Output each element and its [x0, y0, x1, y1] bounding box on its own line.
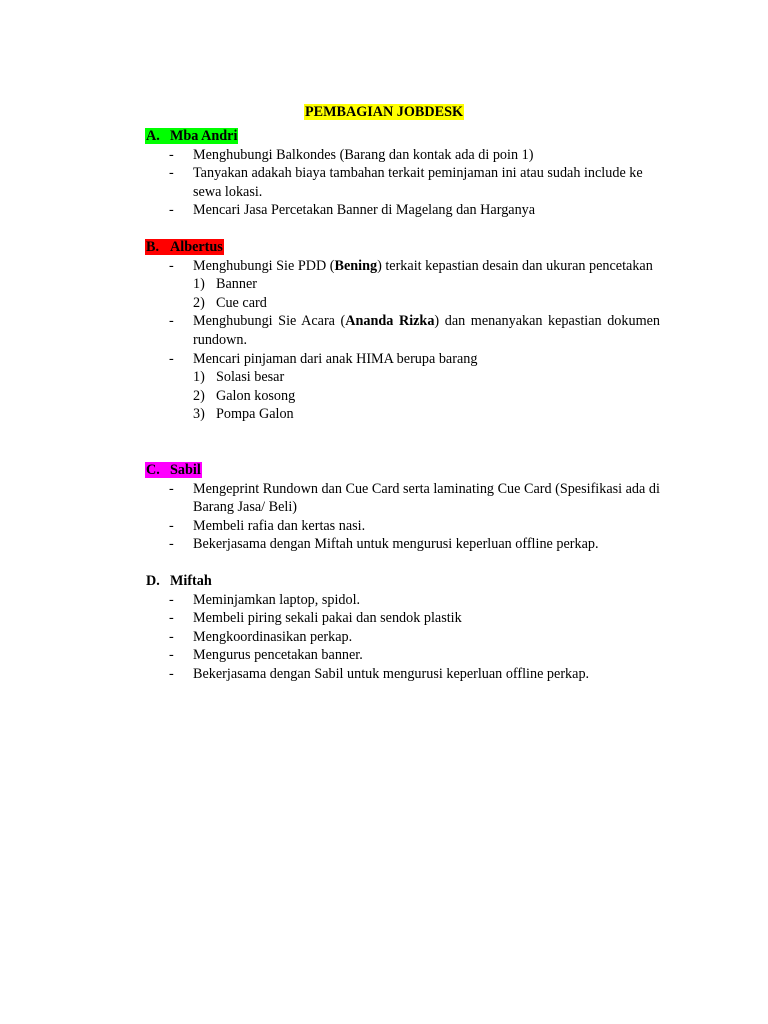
- section-b-name: Albertus: [170, 239, 223, 255]
- numbered-item: 1) Banner: [193, 276, 257, 293]
- section-b: [145, 238, 660, 424]
- list-item: - Tanyakan adakah biaya tambahan terkait peminjaman ini atau sudah include ke sewa lokasi.: [169, 165, 643, 200]
- section-b-heading: [145, 238, 660, 257]
- numbered-item: 2) Galon kosong: [193, 387, 296, 404]
- section-a-heading: [145, 127, 660, 146]
- section-d-heading: [145, 572, 660, 591]
- section-c-name: Sabil: [170, 462, 201, 478]
- section-d: [145, 572, 660, 684]
- section-c-letter: C.: [146, 462, 160, 478]
- list-item: - Bekerjasama dengan Miftah untuk mengurusi keperluan offline perkap.: [169, 536, 599, 553]
- section-d-name: Miftah: [170, 573, 212, 589]
- list-item: - Mengurus pencetakan banner.: [169, 647, 363, 664]
- list-item: - Membeli piring sekali pakai dan sendok plastik: [169, 610, 462, 627]
- section-a-name: Mba Andri: [170, 128, 238, 144]
- section-b-letter: B.: [146, 239, 160, 255]
- list-item: - Bekerjasama dengan Sabil untuk mengurusi keperluan offline perkap.: [169, 665, 590, 682]
- document-title: [0, 103, 768, 122]
- numbered-item: 2) Cue card: [193, 294, 267, 311]
- section-d-letter: D.: [146, 573, 160, 589]
- section-a: [145, 127, 660, 220]
- list-item: - Mencari Jasa Percetakan Banner di Magelang dan Harganya: [169, 202, 536, 219]
- section-c: [145, 461, 660, 554]
- list-item: - Menghubungi Sie PDD (Bening) terkait kepastian desain dan ukuran pencetakan: [169, 257, 653, 274]
- list-item: - Menghubungi Sie Acara (Ananda Rizka) dan menanyakan kepastian dokumen rundown.: [169, 313, 660, 348]
- section-c-heading: [145, 461, 660, 480]
- list-item: - Meminjamkan laptop, spidol.: [169, 591, 361, 608]
- list-item: - Membeli rafia dan kertas nasi.: [169, 517, 366, 534]
- numbered-item: 3) Pompa Galon: [193, 406, 294, 423]
- list-item: - Mencari pinjaman dari anak HIMA berupa barang: [169, 350, 478, 367]
- title-text: PEMBAGIAN JOBDESK: [304, 104, 464, 120]
- list-item: - Mengeprint Rundown dan Cue Card serta laminating Cue Card (Spesifikasi ada di Barang Jasa/ Beli): [169, 480, 660, 516]
- list-item: - Mengkoordinasikan perkap.: [169, 628, 353, 645]
- numbered-item: 1) Solasi besar: [193, 369, 285, 386]
- section-a-letter: A.: [146, 128, 160, 144]
- list-item: - Menghubungi Balkondes (Barang dan kontak ada di poin 1): [169, 146, 534, 163]
